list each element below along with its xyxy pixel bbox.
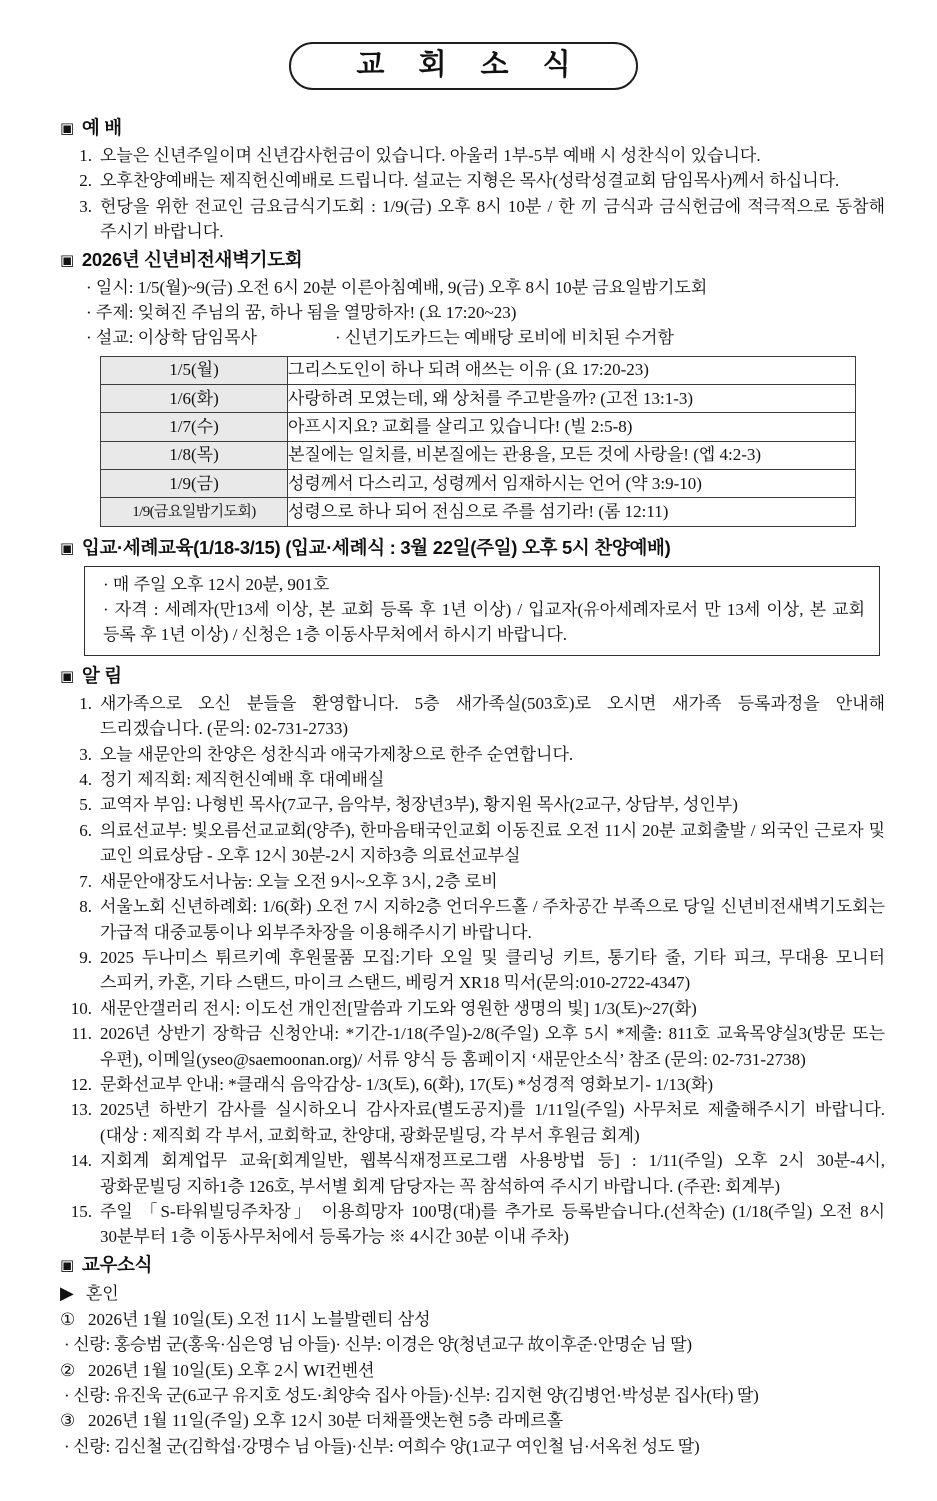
item-number: 11. bbox=[71, 1024, 92, 1044]
item-text: 오늘 새문안의 찬양은 성찬식과 애국가제창으로 한주 순연합니다. bbox=[100, 744, 574, 764]
section-heading-label: 알 림 bbox=[81, 664, 122, 686]
item-text: 오늘은 신년주일이며 신년감사헌금이 있습니다. 아울러 1부-5부 예배 시 성찬식이 있습니다. bbox=[100, 146, 761, 165]
circled-number-icon: ① bbox=[60, 1309, 76, 1329]
section-notices-heading bbox=[60, 662, 887, 691]
list-item bbox=[60, 194, 887, 245]
item-text: 헌당을 위한 전교인 금요금식기도회 : 1/9(금) 오후 8시 10분 / 한 끼 금식과 금식헌금에 적극적으로 동참해 주시기 바랍니다. bbox=[100, 196, 885, 242]
dawn-prayer-schedule-table bbox=[100, 356, 856, 527]
wedding-entry bbox=[60, 1358, 887, 1383]
section-dawn-prayer-heading bbox=[60, 246, 887, 275]
section-heading-label: 입교·세례교육(1/18-3/15) (입교·세례식 : 3월 22일(주일) 오후 5시 찬양예배) bbox=[81, 536, 671, 558]
item-number: 1. bbox=[79, 693, 92, 713]
item-number: 7. bbox=[79, 871, 92, 891]
item-number: 3. bbox=[79, 196, 92, 216]
item-number: 10. bbox=[70, 998, 92, 1018]
item-text: 지회계 회계업무 교육[회계일반, 웹복식재정프로그램 사용방법 등] : 1/11(주일) 오후 2시 30분-4시, 광화문빌딩 지하1층 126호, 부서별 회계 담당자는 꼭 참석하여 주시기 바랍니다. (주관: 회계부) bbox=[100, 1151, 885, 1196]
wedding-venue-text: 2026년 1월 11일(주일) 오후 12시 30분 더채플앳논현 5층 라메르홀 bbox=[88, 1411, 564, 1431]
list-item bbox=[60, 1148, 887, 1199]
item-number: 6. bbox=[79, 820, 92, 840]
list-item bbox=[60, 1199, 887, 1250]
dawn-prayer-card-note: · 신년기도카드는 예배당 로비에 비치된 수거함 bbox=[334, 328, 674, 348]
wedding-couple-text: · 신랑: 홍승범 군(홍욱·심은영 님 아들)· 신부: 이경은 양(청년교구 故이후준·안명순 님 딸) bbox=[64, 1335, 692, 1355]
dawn-prayer-theme: · 주제: 잊혀진 주님의 꿈, 하나 됨을 열망하자! (요 17:20~23) bbox=[86, 303, 517, 323]
wedding-venue-text: 2026년 1월 10일(토) 오후 2시 WI컨벤션 bbox=[88, 1360, 375, 1380]
section-marker-icon: ▣ bbox=[60, 251, 74, 269]
wedding-couple-text: · 신랑: 김신철 군(김학섭·강명수 님 아들)·신부: 여희수 양(1교구 여인철 님·서옥천 성도 딸) bbox=[64, 1436, 700, 1456]
section-dawn-prayer bbox=[60, 246, 887, 527]
list-item bbox=[60, 168, 887, 193]
baptism-info-box bbox=[84, 566, 880, 656]
baptism-schedule-line: · 매 주일 오후 12시 20분, 901호 bbox=[103, 574, 330, 594]
list-item bbox=[60, 945, 887, 996]
schedule-topic: 성령으로 하나 되어 전심으로 주를 섬기라! (롬 12:11) bbox=[288, 498, 856, 526]
list-item bbox=[60, 996, 887, 1021]
item-text: 오후찬양예배는 제직헌신예배로 드립니다. 설교는 지형은 목사(성락성결교회 담임목사)께서 하십니다. bbox=[100, 171, 840, 191]
circled-number-icon: ③ bbox=[60, 1411, 76, 1431]
section-notices bbox=[60, 662, 887, 1250]
list-item bbox=[60, 792, 887, 817]
section-baptism-education bbox=[60, 534, 887, 656]
item-text: 2025년 하반기 감사를 실시하오니 감사자료(별도공지)를 1/11일(주일) 사무처로 제출해주시기 바랍니다. (대상 : 제직회 각 부서, 교회학교, 찬양대, 광화문빌딩, 각 부서 후원금 회계) bbox=[100, 1100, 885, 1145]
dawn-prayer-speaker-row bbox=[60, 325, 887, 350]
item-text: 교역자 부임: 나형빈 목사(7교구, 음악부, 청장년3부), 황지원 목사(2교구, 상담부, 성인부) bbox=[100, 795, 738, 815]
schedule-date: 1/9(금) bbox=[101, 470, 288, 498]
wedding-venue-text: 2026년 1월 10일(토) 오전 11시 노블발렌티 삼성 bbox=[88, 1309, 431, 1329]
section-marker-icon: ▣ bbox=[60, 667, 74, 685]
section-worship bbox=[60, 114, 887, 245]
wedding-subheading bbox=[60, 1280, 887, 1307]
dawn-prayer-datetime: · 일시: 1/5(월)~9(금) 오전 6시 20분 이른아침예배, 9(금) 오후 8시 10분 금요일밤기도회 bbox=[86, 277, 708, 297]
page-title: 교 회 소 식 bbox=[289, 42, 637, 90]
schedule-topic: 그리스도인이 하나 되려 애쓰는 이유 (요 17:20-23) bbox=[288, 356, 856, 384]
circled-number-icon: ② bbox=[60, 1360, 76, 1380]
list-item bbox=[60, 818, 887, 869]
wedding-entry bbox=[60, 1408, 887, 1433]
item-number: 5. bbox=[79, 795, 92, 815]
section-marker-icon: ▣ bbox=[60, 539, 74, 557]
schedule-topic: 본질에는 일치를, 비본질에는 관용을, 모든 것에 사랑을! (엡 4:2-3) bbox=[288, 441, 856, 469]
list-item bbox=[60, 869, 887, 894]
item-text: 2025 두나미스 튀르키예 후원물품 모집:기타 오일 및 클리닝 키트, 통기타 줄, 기타 피크, 무대용 모니터 스피커, 카혼, 기타 스탠드, 마이크 스탠드, 베링거 XR18 믹서(문의:010-2722-4347) bbox=[100, 947, 885, 993]
baptism-eligibility-line: · 자격 : 세례자(만13세 이상, 본 교회 등록 후 1년 이상) / 입교자(유아세례자로서 만 13세 이상, 본 교회 등록 후 1년 이상) / 신청은 1층 이동사무처에서 하시기 바랍니다. bbox=[103, 600, 865, 645]
item-number: 15. bbox=[70, 1201, 92, 1221]
section-heading-label: 2026년 신년비전새벽기도회 bbox=[81, 248, 303, 270]
list-item bbox=[60, 1072, 887, 1097]
schedule-topic: 아프시지요? 교회를 살리고 있습니다! (빌 2:5-8) bbox=[288, 413, 856, 441]
table-row bbox=[101, 356, 856, 384]
table-row bbox=[101, 470, 856, 498]
table-row bbox=[101, 441, 856, 469]
item-number: 3. bbox=[79, 744, 92, 764]
item-text: 문화선교부 안내: *클래식 음악감상- 1/3(토), 6(화), 17(토) *성경적 영화보기- 1/13(화) bbox=[100, 1074, 714, 1094]
item-text: 2026년 상반기 장학금 신청안내: *기간-1/18(주일)-2/8(주일) 오후 5시 *제출: 811호 교육목양실3(방문 또는 우편), 이메일(yseo@saemoonan.org)/ 서류 양식 등 홈페이지 ‘새문안소식’ 참조 (문의: 02-731-2738) bbox=[100, 1024, 885, 1069]
item-text: 정기 제직회: 제직헌신예배 후 대예배실 bbox=[100, 770, 385, 790]
section-member-news bbox=[60, 1251, 887, 1459]
section-heading-label: 예 배 bbox=[81, 117, 122, 138]
section-marker-icon: ▣ bbox=[60, 120, 74, 137]
item-text: 주일 「S-타워빌딩주차장」 이용희망자 100명(대)를 추가로 등록받습니다.(선착순) (1/18(주일) 오전 8시 30분부터 1층 이동사무처에서 등록가능 ※ 4시간 30분 이내 주차) bbox=[100, 1201, 885, 1247]
table-row bbox=[101, 498, 856, 526]
section-baptism-heading bbox=[60, 534, 887, 563]
list-item bbox=[60, 742, 887, 767]
list-item bbox=[60, 1021, 887, 1072]
section-heading-label: 교우소식 bbox=[81, 1253, 153, 1275]
item-number: 4. bbox=[79, 770, 92, 790]
wedding-couple-text: · 신랑: 유진욱 군(6교구 유지호 성도·최양숙 집사 아들)·신부: 김지현 양(김병언·박성분 집사(타) 딸) bbox=[64, 1386, 759, 1405]
schedule-topic: 성령께서 다스리고, 성령께서 임재하시는 언어 (약 3:9-10) bbox=[288, 470, 856, 498]
item-number: 14. bbox=[70, 1151, 92, 1171]
list-item bbox=[60, 691, 887, 742]
item-number: 8. bbox=[79, 897, 92, 917]
item-text: 의료선교부: 빛오름선교교회(양주), 한마음태국인교회 이동진료 오전 11시 20분 교회출발 / 외국인 근로자 및 교인 의료상담 - 오후 12시 30분-2시 지하3층 의료선교부실 bbox=[100, 820, 885, 866]
item-number: 12. bbox=[70, 1074, 92, 1094]
item-number: 13. bbox=[70, 1100, 92, 1120]
schedule-topic: 사랑하려 모였는데, 왜 상처를 주고받을까? (고전 13:1-3) bbox=[288, 385, 856, 413]
list-item bbox=[60, 767, 887, 792]
schedule-date: 1/9(금요일밤기도회) bbox=[101, 498, 288, 526]
schedule-date: 1/8(목) bbox=[101, 441, 288, 469]
table-row bbox=[101, 385, 856, 413]
arrow-marker-icon: ▶ bbox=[60, 1282, 74, 1303]
item-number: 9. bbox=[79, 947, 92, 967]
title-banner bbox=[60, 42, 867, 90]
section-marker-icon: ▣ bbox=[60, 1256, 74, 1274]
item-text: 서울노회 신년하례회: 1/6(화) 오전 7시 지하2층 언더우드홀 / 주차공간 부족으로 당일 신년비전새벽기도회는 가급적 대중교통이나 외부주차장을 이용해주시기 바랍니다. bbox=[100, 897, 885, 942]
wedding-entry bbox=[60, 1307, 887, 1332]
subheading-label: 혼인 bbox=[85, 1283, 119, 1303]
list-item bbox=[60, 1097, 887, 1148]
schedule-date: 1/7(수) bbox=[101, 413, 288, 441]
section-worship-heading bbox=[60, 114, 887, 143]
list-item bbox=[60, 894, 887, 945]
item-number: 1. bbox=[79, 146, 92, 165]
list-item bbox=[60, 143, 887, 168]
schedule-date: 1/5(월) bbox=[101, 356, 288, 384]
dawn-prayer-speaker: · 설교: 이상학 담임목사 bbox=[86, 328, 257, 348]
item-text: 새가족으로 오신 분들을 환영합니다. 5층 새가족실(503호)로 오시면 새가족 등록과정을 안내해 드리겠습니다. (문의: 02-731-2733) bbox=[100, 693, 885, 739]
item-text: 새문안애장도서나눔: 오늘 오전 9시~오후 3시, 2층 로비 bbox=[100, 871, 498, 891]
item-text: 새문안갤러리 전시: 이도선 개인전[말씀과 기도와 영원한 생명의 빛] 1/3(토)~27(화) bbox=[100, 998, 697, 1018]
schedule-date: 1/6(화) bbox=[101, 385, 288, 413]
table-row bbox=[101, 413, 856, 441]
item-number: 2. bbox=[79, 171, 92, 191]
section-member-news-heading bbox=[60, 1251, 887, 1280]
